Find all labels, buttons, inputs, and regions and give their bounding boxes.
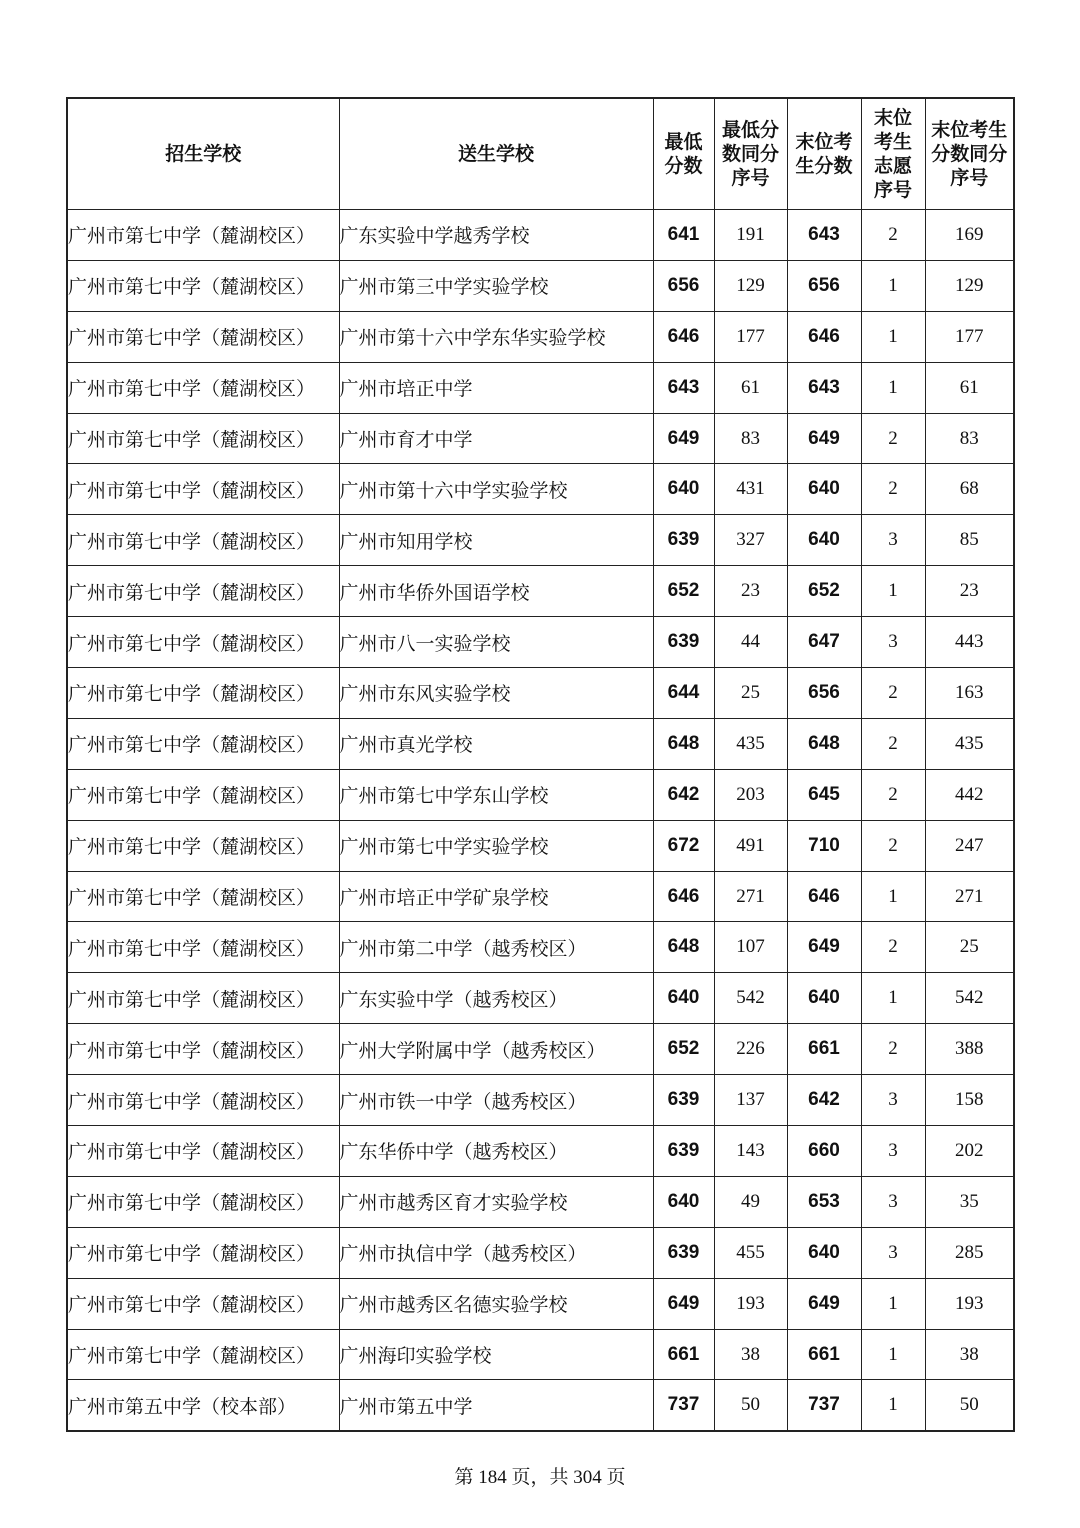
cell-min-same-rank: 226	[714, 1024, 787, 1075]
cell-last-wish: 2	[861, 718, 925, 769]
cell-school: 广州市第七中学（麓湖校区）	[67, 260, 339, 311]
cell-last-wish: 3	[861, 1126, 925, 1177]
table-body	[67, 210, 1014, 1432]
cell-sender: 广州市真光学校	[339, 718, 653, 769]
cell-last-wish: 2	[861, 820, 925, 871]
cell-last-same-rank: 285	[925, 1227, 1014, 1278]
cell-last-same-rank: 435	[925, 718, 1014, 769]
cell-min-score: 648	[653, 922, 714, 973]
cell-min-score: 652	[653, 566, 714, 617]
cell-school: 广州市第七中学（麓湖校区）	[67, 515, 339, 566]
cell-last-same-rank: 247	[925, 820, 1014, 871]
header-min-score-label: 最低分数	[664, 131, 703, 177]
cell-school: 广州市第七中学（麓湖校区）	[67, 1329, 339, 1380]
cell-last-wish: 2	[861, 1024, 925, 1075]
cell-min-same-rank: 61	[714, 362, 787, 413]
cell-sender: 广州市培正中学	[339, 362, 653, 413]
table-row	[67, 617, 1014, 668]
cell-last-wish: 2	[861, 413, 925, 464]
cell-school: 广州市第七中学（麓湖校区）	[67, 1176, 339, 1227]
cell-school: 广州市第七中学（麓湖校区）	[67, 566, 339, 617]
cell-sender: 广东实验中学越秀学校	[339, 210, 653, 261]
header-last-score-label: 末位考生分数	[795, 131, 853, 177]
cell-last-wish: 2	[861, 668, 925, 719]
cell-sender: 广州海印实验学校	[339, 1329, 653, 1380]
table-row	[67, 1075, 1014, 1126]
cell-last-score: 710	[787, 820, 861, 871]
header-min-same-rank-label: 最低分数同分序号	[721, 119, 779, 189]
table-row	[67, 1329, 1014, 1380]
cell-last-score: 656	[787, 260, 861, 311]
cell-sender: 广州大学附属中学（越秀校区）	[339, 1024, 653, 1075]
cell-min-score: 649	[653, 413, 714, 464]
table-row	[67, 973, 1014, 1024]
cell-min-score: 640	[653, 1176, 714, 1227]
table-row	[67, 311, 1014, 362]
cell-min-same-rank: 83	[714, 413, 787, 464]
cell-last-wish: 1	[861, 362, 925, 413]
cell-last-same-rank: 271	[925, 871, 1014, 922]
cell-last-score: 646	[787, 311, 861, 362]
cell-last-score: 653	[787, 1176, 861, 1227]
cell-min-same-rank: 49	[714, 1176, 787, 1227]
cell-sender: 广州市第三中学实验学校	[339, 260, 653, 311]
cell-sender: 广州市知用学校	[339, 515, 653, 566]
cell-sender: 广东华侨中学（越秀校区）	[339, 1126, 653, 1177]
cell-school: 广州市第七中学（麓湖校区）	[67, 413, 339, 464]
cell-school: 广州市第七中学（麓湖校区）	[67, 311, 339, 362]
cell-sender: 广州市越秀区名德实验学校	[339, 1278, 653, 1329]
cell-sender: 广州市第十六中学实验学校	[339, 464, 653, 515]
table-row	[67, 820, 1014, 871]
cell-last-wish: 1	[861, 566, 925, 617]
table-row	[67, 1176, 1014, 1227]
cell-last-score: 647	[787, 617, 861, 668]
cell-last-wish: 3	[861, 515, 925, 566]
cell-last-same-rank: 85	[925, 515, 1014, 566]
cell-sender: 广州市铁一中学（越秀校区）	[339, 1075, 653, 1126]
header-last-wish-label: 末位考生志愿序号	[873, 107, 912, 201]
cell-last-wish: 2	[861, 922, 925, 973]
cell-min-same-rank: 455	[714, 1227, 787, 1278]
cell-min-score: 652	[653, 1024, 714, 1075]
cell-last-same-rank: 163	[925, 668, 1014, 719]
header-school: 招生学校	[67, 98, 339, 210]
cell-school: 广州市第七中学（麓湖校区）	[67, 1278, 339, 1329]
cell-last-wish: 2	[861, 769, 925, 820]
cell-last-same-rank: 83	[925, 413, 1014, 464]
cell-last-score: 648	[787, 718, 861, 769]
cell-sender: 广州市培正中学矿泉学校	[339, 871, 653, 922]
cell-sender: 广州市东风实验学校	[339, 668, 653, 719]
table-row	[67, 718, 1014, 769]
table-row	[67, 769, 1014, 820]
cell-min-same-rank: 327	[714, 515, 787, 566]
cell-school: 广州市第七中学（麓湖校区）	[67, 617, 339, 668]
cell-school: 广州市第七中学（麓湖校区）	[67, 464, 339, 515]
cell-min-score: 644	[653, 668, 714, 719]
cell-school: 广州市第七中学（麓湖校区）	[67, 668, 339, 719]
cell-last-score: 656	[787, 668, 861, 719]
table-row	[67, 515, 1014, 566]
cell-sender: 广州市八一实验学校	[339, 617, 653, 668]
cell-min-same-rank: 203	[714, 769, 787, 820]
cell-last-same-rank: 50	[925, 1380, 1014, 1431]
cell-min-same-rank: 435	[714, 718, 787, 769]
header-min-same-rank	[714, 98, 787, 210]
cell-min-score: 737	[653, 1380, 714, 1431]
cell-min-same-rank: 137	[714, 1075, 787, 1126]
cell-last-same-rank: 542	[925, 973, 1014, 1024]
cell-last-same-rank: 35	[925, 1176, 1014, 1227]
cell-school: 广州市第七中学（麓湖校区）	[67, 871, 339, 922]
cell-school: 广州市第五中学（校本部）	[67, 1380, 339, 1431]
table-row	[67, 922, 1014, 973]
cell-min-score: 641	[653, 210, 714, 261]
cell-last-score: 642	[787, 1075, 861, 1126]
cell-school: 广州市第七中学（麓湖校区）	[67, 922, 339, 973]
cell-last-wish: 3	[861, 1176, 925, 1227]
cell-school: 广州市第七中学（麓湖校区）	[67, 769, 339, 820]
cell-sender: 广州市越秀区育才实验学校	[339, 1176, 653, 1227]
cell-last-wish: 1	[861, 1278, 925, 1329]
cell-last-score: 649	[787, 922, 861, 973]
cell-last-score: 661	[787, 1329, 861, 1380]
cell-last-score: 640	[787, 1227, 861, 1278]
cell-last-score: 661	[787, 1024, 861, 1075]
cell-sender: 广州市第十六中学东华实验学校	[339, 311, 653, 362]
cell-school: 广州市第七中学（麓湖校区）	[67, 210, 339, 261]
cell-last-same-rank: 23	[925, 566, 1014, 617]
cell-min-score: 656	[653, 260, 714, 311]
table-header-row	[67, 98, 1014, 210]
cell-last-score: 643	[787, 362, 861, 413]
cell-min-score: 648	[653, 718, 714, 769]
cell-last-score: 640	[787, 515, 861, 566]
score-table	[66, 97, 1015, 1432]
cell-min-score: 639	[653, 515, 714, 566]
cell-min-score: 646	[653, 311, 714, 362]
header-sender: 送生学校	[339, 98, 653, 210]
cell-last-score: 645	[787, 769, 861, 820]
cell-min-score: 640	[653, 973, 714, 1024]
table-row	[67, 1024, 1014, 1075]
cell-last-wish: 2	[861, 210, 925, 261]
cell-min-score: 639	[653, 1227, 714, 1278]
cell-min-same-rank: 129	[714, 260, 787, 311]
cell-last-score: 660	[787, 1126, 861, 1177]
cell-min-score: 640	[653, 464, 714, 515]
table-row	[67, 362, 1014, 413]
cell-school: 广州市第七中学（麓湖校区）	[67, 973, 339, 1024]
cell-sender: 广州市第二中学（越秀校区）	[339, 922, 653, 973]
cell-last-score: 646	[787, 871, 861, 922]
cell-min-same-rank: 23	[714, 566, 787, 617]
cell-min-same-rank: 143	[714, 1126, 787, 1177]
table-row	[67, 1227, 1014, 1278]
table-row	[67, 871, 1014, 922]
cell-last-score: 640	[787, 973, 861, 1024]
cell-last-same-rank: 443	[925, 617, 1014, 668]
header-last-same-rank-label: 末位考生分数同分序号	[931, 119, 1008, 189]
table-row	[67, 1278, 1014, 1329]
table-row	[67, 1380, 1014, 1431]
cell-last-same-rank: 129	[925, 260, 1014, 311]
cell-min-score: 642	[653, 769, 714, 820]
cell-last-same-rank: 68	[925, 464, 1014, 515]
cell-school: 广州市第七中学（麓湖校区）	[67, 820, 339, 871]
cell-last-wish: 1	[861, 311, 925, 362]
cell-sender: 广州市育才中学	[339, 413, 653, 464]
cell-sender: 广州市第七中学实验学校	[339, 820, 653, 871]
cell-last-wish: 1	[861, 1329, 925, 1380]
cell-last-score: 640	[787, 464, 861, 515]
cell-min-same-rank: 38	[714, 1329, 787, 1380]
cell-last-same-rank: 193	[925, 1278, 1014, 1329]
header-last-wish	[861, 98, 925, 210]
cell-min-same-rank: 193	[714, 1278, 787, 1329]
cell-sender: 广东实验中学（越秀校区）	[339, 973, 653, 1024]
table-row	[67, 464, 1014, 515]
cell-last-score: 649	[787, 1278, 861, 1329]
cell-last-same-rank: 158	[925, 1075, 1014, 1126]
cell-last-wish: 3	[861, 1075, 925, 1126]
cell-last-same-rank: 202	[925, 1126, 1014, 1177]
cell-last-same-rank: 25	[925, 922, 1014, 973]
cell-last-wish: 1	[861, 1380, 925, 1431]
cell-min-same-rank: 50	[714, 1380, 787, 1431]
cell-last-score: 643	[787, 210, 861, 261]
cell-min-score: 646	[653, 871, 714, 922]
header-last-same-rank	[925, 98, 1014, 210]
cell-school: 广州市第七中学（麓湖校区）	[67, 1024, 339, 1075]
cell-min-same-rank: 191	[714, 210, 787, 261]
cell-min-same-rank: 44	[714, 617, 787, 668]
cell-min-same-rank: 271	[714, 871, 787, 922]
cell-last-score: 737	[787, 1380, 861, 1431]
cell-last-wish: 1	[861, 871, 925, 922]
cell-min-same-rank: 177	[714, 311, 787, 362]
cell-last-wish: 1	[861, 973, 925, 1024]
cell-last-score: 652	[787, 566, 861, 617]
cell-last-wish: 3	[861, 617, 925, 668]
cell-last-same-rank: 169	[925, 210, 1014, 261]
header-last-score	[787, 98, 861, 210]
cell-sender: 广州市执信中学（越秀校区）	[339, 1227, 653, 1278]
cell-sender: 广州市第七中学东山学校	[339, 769, 653, 820]
cell-school: 广州市第七中学（麓湖校区）	[67, 1126, 339, 1177]
page-footer: 第 184 页，共 304 页	[454, 1467, 626, 1488]
cell-last-wish: 1	[861, 260, 925, 311]
cell-min-score: 639	[653, 617, 714, 668]
cell-school: 广州市第七中学（麓湖校区）	[67, 718, 339, 769]
cell-school: 广州市第七中学（麓湖校区）	[67, 1075, 339, 1126]
cell-min-same-rank: 491	[714, 820, 787, 871]
table-row	[67, 566, 1014, 617]
cell-min-score: 661	[653, 1329, 714, 1380]
table-row	[67, 413, 1014, 464]
cell-last-same-rank: 442	[925, 769, 1014, 820]
table-row	[67, 668, 1014, 719]
cell-last-same-rank: 177	[925, 311, 1014, 362]
cell-last-same-rank: 61	[925, 362, 1014, 413]
cell-last-wish: 3	[861, 1227, 925, 1278]
cell-last-score: 649	[787, 413, 861, 464]
cell-last-wish: 2	[861, 464, 925, 515]
table-row	[67, 260, 1014, 311]
cell-last-same-rank: 388	[925, 1024, 1014, 1075]
cell-min-score: 672	[653, 820, 714, 871]
table-row	[67, 1126, 1014, 1177]
cell-school: 广州市第七中学（麓湖校区）	[67, 362, 339, 413]
cell-min-same-rank: 107	[714, 922, 787, 973]
table-row	[67, 210, 1014, 261]
cell-min-same-rank: 431	[714, 464, 787, 515]
header-min-score	[653, 98, 714, 210]
cell-min-score: 639	[653, 1075, 714, 1126]
cell-sender: 广州市华侨外国语学校	[339, 566, 653, 617]
cell-min-score: 643	[653, 362, 714, 413]
cell-last-same-rank: 38	[925, 1329, 1014, 1380]
cell-min-score: 639	[653, 1126, 714, 1177]
cell-sender: 广州市第五中学	[339, 1380, 653, 1431]
cell-min-score: 649	[653, 1278, 714, 1329]
cell-min-same-rank: 542	[714, 973, 787, 1024]
cell-min-same-rank: 25	[714, 668, 787, 719]
cell-school: 广州市第七中学（麓湖校区）	[67, 1227, 339, 1278]
